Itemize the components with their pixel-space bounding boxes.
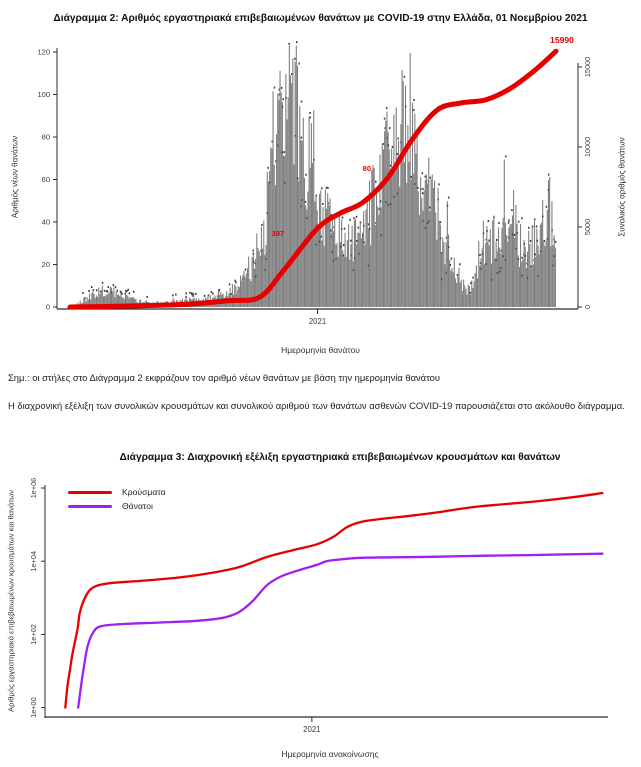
intro-paragraph: Η διαχρονική εξέλιξη των συνολικών κρουσμάτων και συνολικού αριθμού των θανάτων ασθενών COVID-19 παρουσιάζεται στο ακόλουθο διάγραμμα.: [8, 400, 625, 411]
legend-row-cases: [68, 487, 166, 497]
svg-text:80: 80: [41, 132, 50, 142]
chart3-xaxis-label: Ημερομηνία ανακοίνωσης: [281, 749, 379, 759]
legend-label-deaths: Θάνατοι: [122, 501, 153, 511]
deaths-line-swatch: [68, 505, 112, 508]
legend-label-cases: Κρούσματα: [122, 487, 166, 497]
svg-text:1e+00: 1e+00: [29, 697, 38, 718]
svg-text:397: 397: [271, 229, 285, 238]
svg-text:0: 0: [583, 304, 592, 310]
svg-text:100: 100: [37, 90, 50, 100]
chart3-legend: [68, 487, 166, 511]
svg-text:15000: 15000: [583, 56, 592, 78]
svg-text:15990: 15990: [550, 35, 574, 46]
chart3-title: Διάγραμμα 3: Διαχρονική εξέλιξη εργαστηριακά επιβεβαιωμένων κρουσμάτων και θανάτων: [119, 452, 561, 463]
svg-text:2021: 2021: [308, 317, 327, 326]
svg-text:1e+04: 1e+04: [29, 550, 38, 572]
cases-line-swatch: [68, 491, 112, 494]
legend-row-deaths: [68, 501, 166, 511]
svg-text:80: 80: [362, 163, 372, 173]
svg-text:0: 0: [45, 302, 50, 312]
chart2-yaxis-left-label: Αριθμός νέων θανάτων: [10, 135, 20, 219]
svg-text:2021: 2021: [303, 725, 321, 734]
svg-text:40: 40: [41, 217, 50, 227]
chart2-title: Διάγραμμα 2: Αριθμός εργαστηριακά επιβεβαιωμένων θανάτων με COVID-19 στην Ελλάδα, 01 Νοεμβρίου 2021: [53, 13, 588, 24]
chart3-yaxis-label: Αριθμός εργαστηριακά επιβεβαιωμένων κρουσμάτων και θανάτων: [6, 490, 16, 712]
svg-text:1e+06: 1e+06: [29, 477, 38, 499]
svg-text:120: 120: [37, 47, 50, 57]
svg-text:20: 20: [41, 260, 50, 270]
svg-text:1e+02: 1e+02: [29, 624, 38, 645]
chart2-xaxis-label: Ημερομηνία θανάτου: [281, 345, 360, 355]
note-line: Σημ.: οι στήλες στο Διάγραμμα 2 εκφράζουν τον αριθμό νέων θανάτων με βάση την ημερομηνία θανάτου: [8, 372, 441, 383]
svg-text:60: 60: [41, 175, 50, 185]
svg-text:5000: 5000: [583, 218, 592, 236]
chart2-yaxis-right-label: Συνολικός αριθμός θανάτων: [617, 137, 627, 237]
svg-text:10000: 10000: [583, 136, 592, 158]
